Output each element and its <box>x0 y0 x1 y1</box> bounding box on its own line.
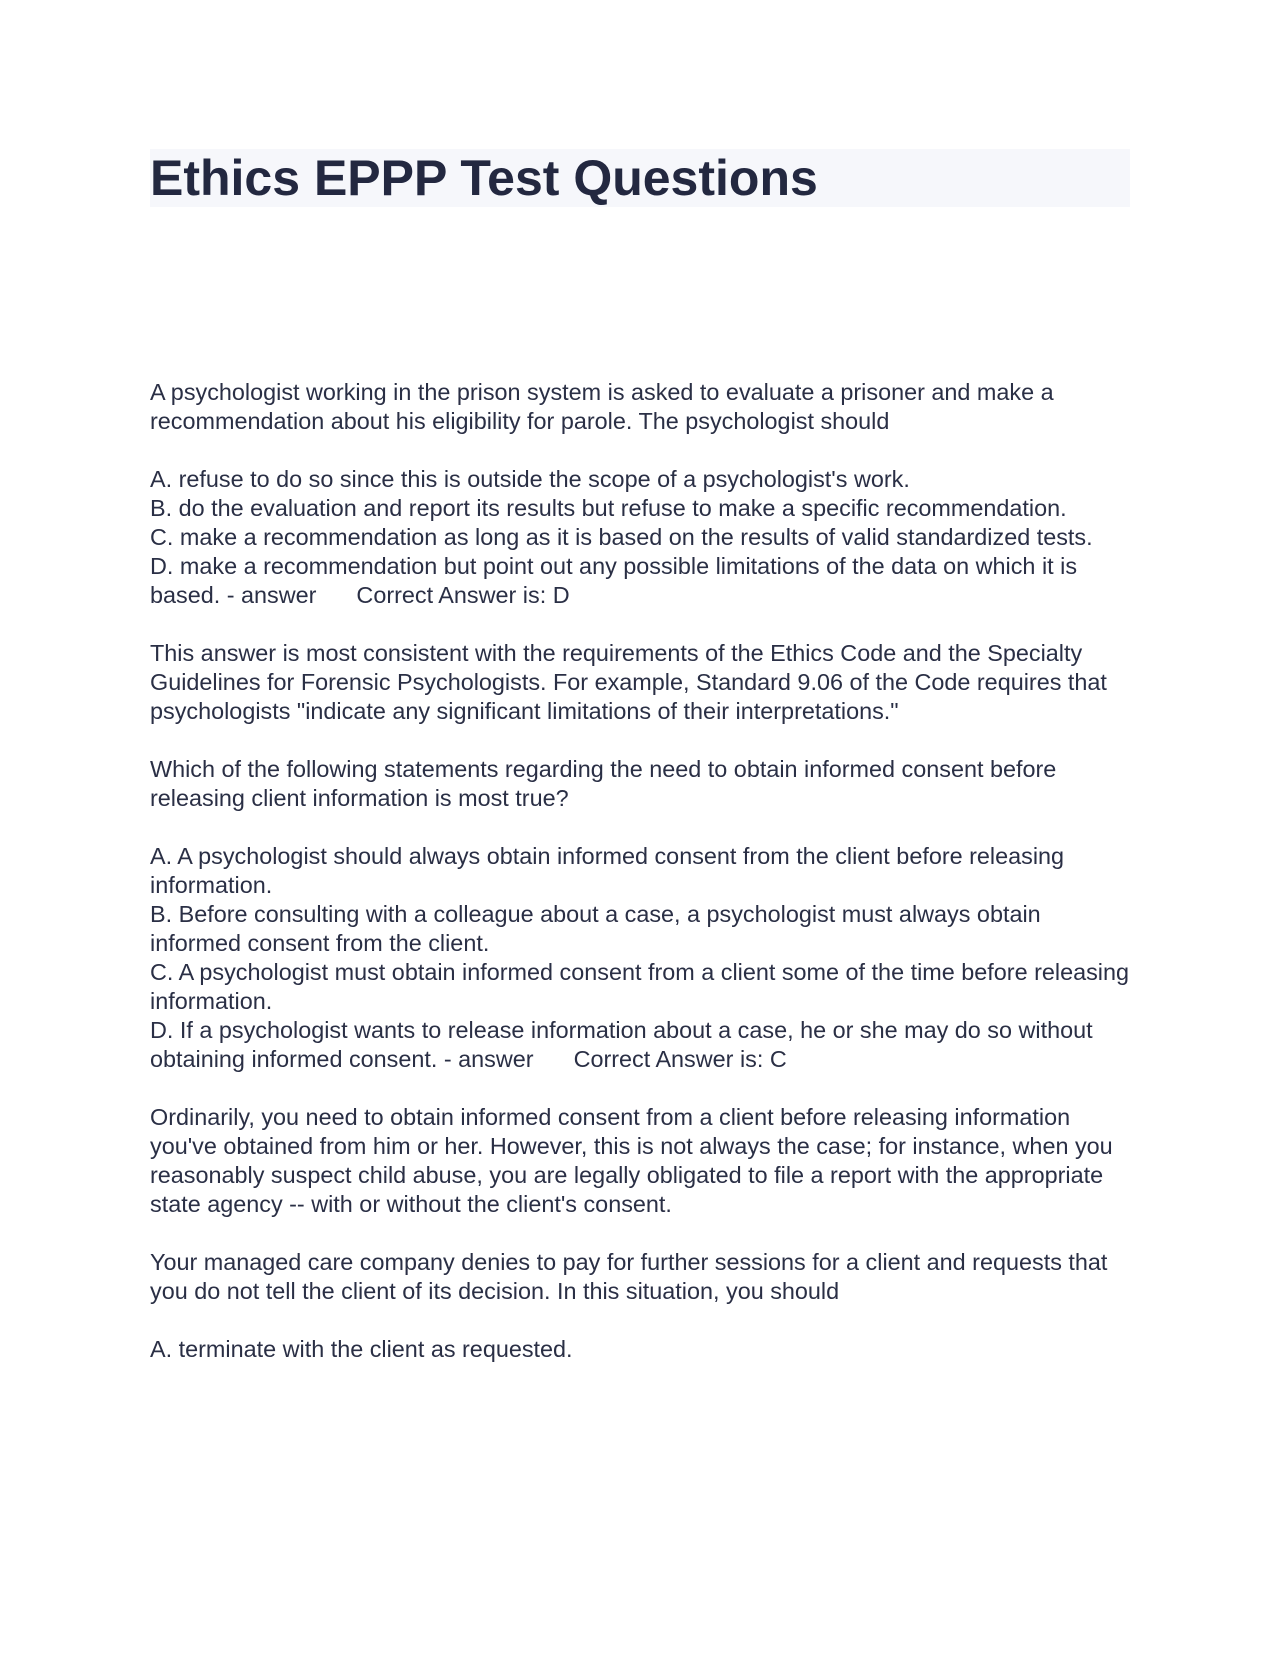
question-2-explanation: Ordinarily, you need to obtain informed consent from a client before releasing information you've obtained from him or her. However, this is not always the case; for instance, when you reasonably suspect child abuse, you are legally obligated to file a report with the appropriate state agency -- with or without the client's consent. <box>150 1104 1113 1217</box>
question-2-options <box>150 842 1130 1074</box>
question-2-option-b: B. Before consulting with a colleague about a case, a psychologist must always obtain informed consent from the client. <box>150 901 1041 956</box>
question-1-correct-answer: Correct Answer is: D <box>356 582 570 608</box>
question-1-option-d-line <box>150 552 1130 610</box>
question-1-explanation: This answer is most consistent with the requirements of the Ethics Code and the Specialty Guidelines for Forensic Psychologists. For example, Standard 9.06 of the Code requires that psychologists "indicate any significant limitations of their interpretations." <box>150 640 1107 724</box>
question-2-option-d: D. If a psychologist wants to release information about a case, he or she may do so without obtaining informed consent. - answer <box>150 1017 1093 1072</box>
question-1-options <box>150 465 1130 610</box>
question-2-option-a: A. A psychologist should always obtain informed consent from the client before releasing information. <box>150 843 1065 898</box>
title-band <box>150 149 1130 207</box>
question-1-option-a: A. refuse to do so since this is outside the scope of a psychologist's work. <box>150 466 910 492</box>
question-2-option-c: C. A psychologist must obtain informed consent from a client some of the time before releasing information. <box>150 959 1130 1014</box>
question-1-option-d: D. make a recommendation but point out any possible limitations of the data on which it is based. - answer <box>150 553 1078 608</box>
question-1-stem: A psychologist working in the prison system is asked to evaluate a prisoner and make a recommendation about his eligibility for parole. The psychologist should <box>150 379 1054 434</box>
question-3-stem: Your managed care company denies to pay for further sessions for a client and requests that you do not tell the client of its decision. In this situation, you should <box>150 1249 1108 1304</box>
question-2-stem: Which of the following statements regarding the need to obtain informed consent before releasing client information is most true? <box>150 756 1057 811</box>
question-1-option-b: B. do the evaluation and report its results but refuse to make a specific recommendation. <box>150 495 1067 521</box>
document-body <box>150 378 1130 1393</box>
question-2-correct-answer: Correct Answer is: C <box>573 1046 787 1072</box>
document-page <box>150 149 1130 1362</box>
document-title: Ethics EPPP Test Questions <box>150 150 818 206</box>
question-1-option-c: C. make a recommendation as long as it is based on the results of valid standardized tests. <box>150 524 1093 550</box>
question-3-options <box>150 1335 1130 1364</box>
question-2-option-d-line <box>150 1016 1130 1074</box>
question-3-option-a: A. terminate with the client as requested. <box>150 1336 573 1362</box>
